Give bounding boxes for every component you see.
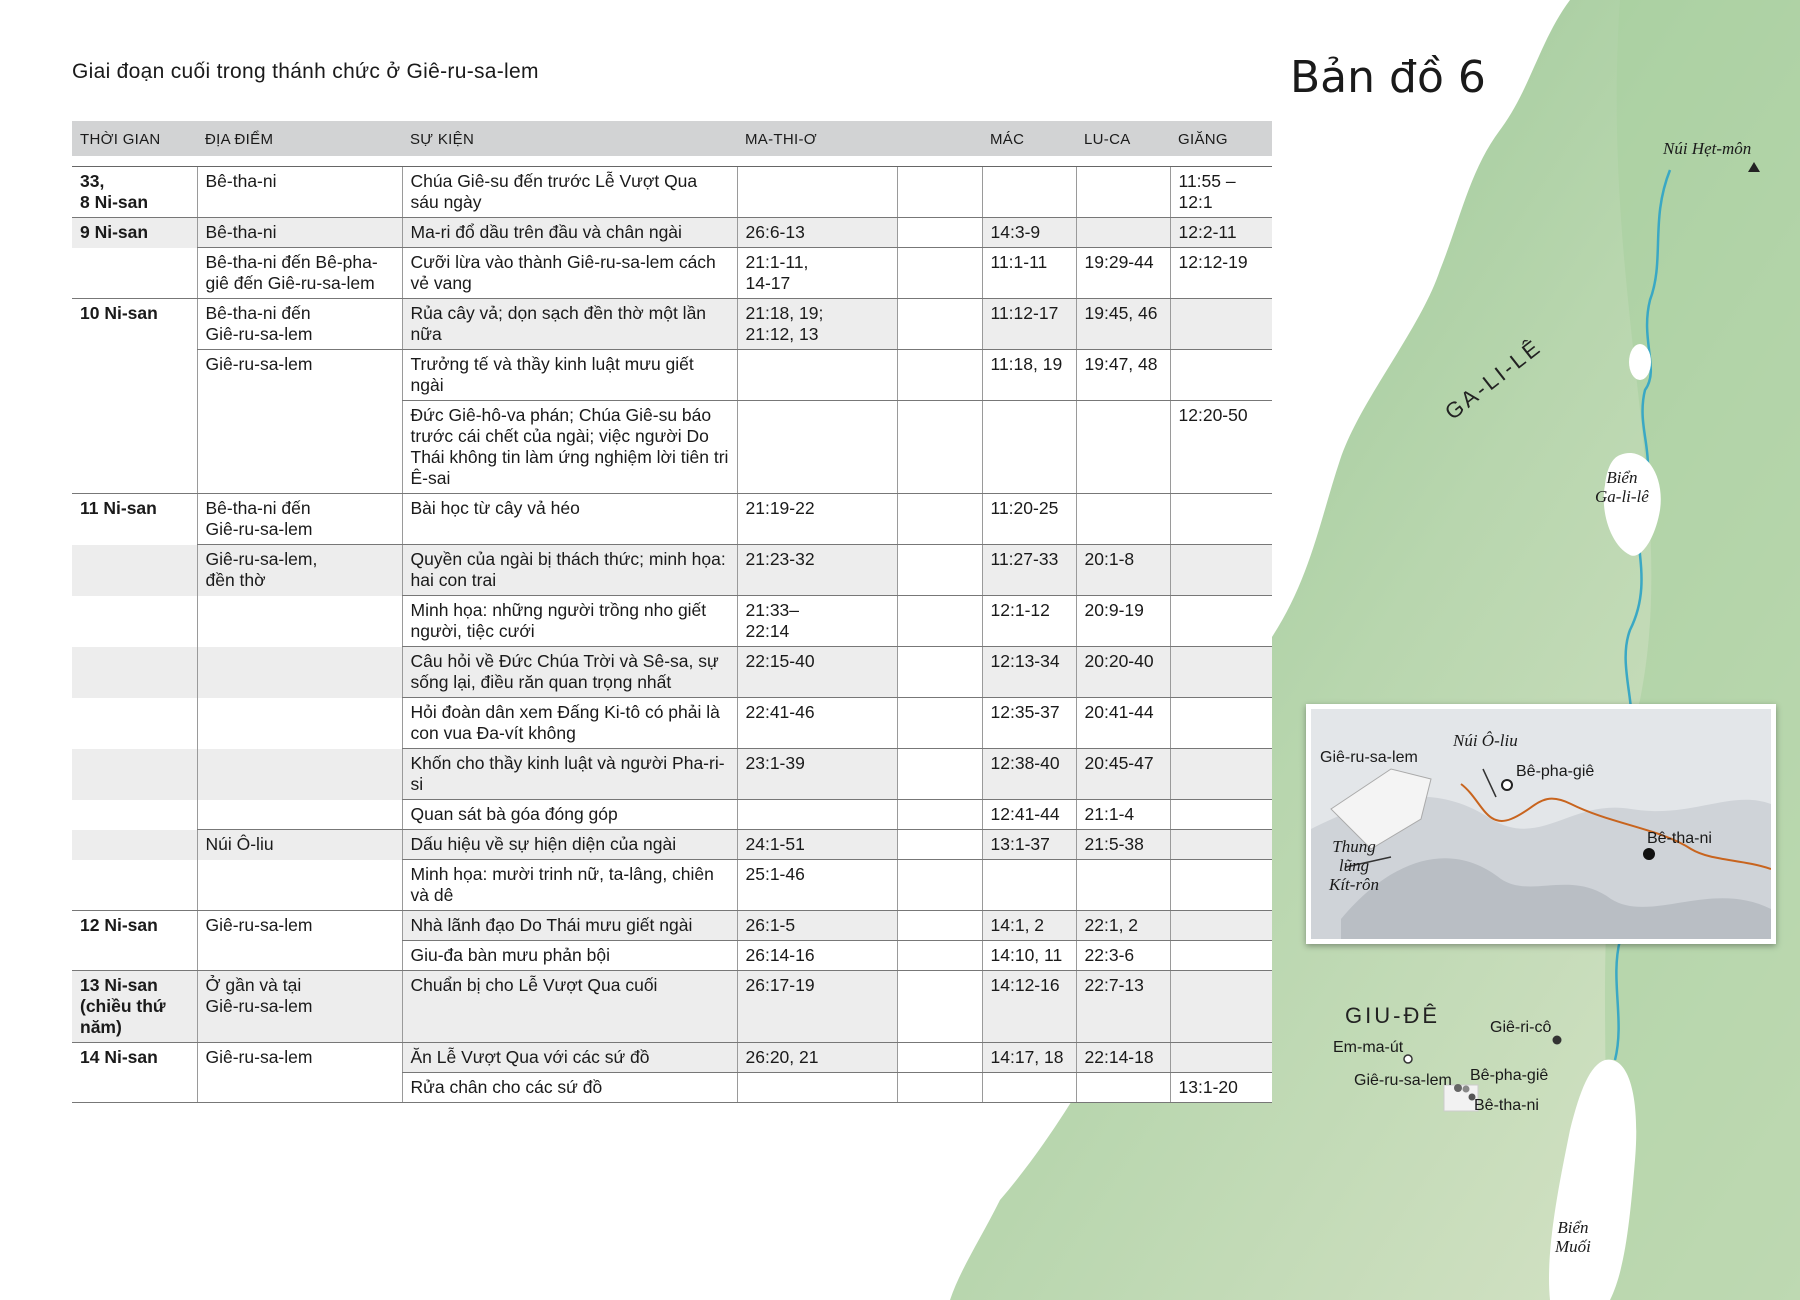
cell-luke	[1076, 167, 1170, 218]
cell-matthew: 21:19-22	[737, 494, 897, 545]
cell-place: Giê-ru-sa-lem	[197, 911, 402, 941]
cell-john	[1170, 545, 1272, 596]
cell-luke: 19:45, 46	[1076, 299, 1170, 350]
header-matthew: MA-THI-Ơ	[737, 121, 982, 156]
cell-mark: 11:12-17	[982, 299, 1076, 350]
cell-matthew-extra	[897, 698, 982, 749]
cell-time: 14 Ni-san	[80, 1047, 158, 1067]
cell-matthew: 22:15-40	[737, 647, 897, 698]
table-row	[72, 401, 1272, 494]
cell-event: Rửa chân cho các sứ đồ	[402, 1073, 737, 1103]
table-row	[72, 596, 1272, 647]
table-row	[72, 248, 1272, 299]
jerusalem-dot	[1454, 1084, 1462, 1092]
table-row	[72, 167, 1272, 218]
cell-mark: 14:12-16	[982, 971, 1076, 1043]
table-row	[72, 911, 1272, 941]
cell-event: Nhà lãnh đạo Do Thái mưu giết ngài	[402, 911, 737, 941]
table-body	[72, 167, 1272, 1103]
table-row	[72, 647, 1272, 698]
cell-matthew: 26:14-16	[737, 941, 897, 971]
inset-map	[1306, 704, 1776, 944]
inset-label-kidron: Thung lũng Kít-rôn	[1329, 837, 1380, 894]
cell-mark: 14:17, 18	[982, 1043, 1076, 1073]
cell-time: 13 Ni-san (chiều thứ năm)	[72, 971, 197, 1043]
cell-matthew-extra	[897, 1043, 982, 1073]
cell-time	[72, 350, 197, 401]
cell-event: Trưởng tế và thầy kinh luật mưu giết ngài	[402, 350, 737, 401]
cell-luke	[1076, 494, 1170, 545]
table-row	[72, 494, 1272, 545]
cell-time	[72, 860, 197, 911]
cell-john	[1170, 800, 1272, 830]
cell-place: Giê-ru-sa-lem	[197, 350, 402, 401]
cell-place: Giê-ru-sa-lem	[197, 1043, 402, 1073]
cell-john: 13:1-20	[1170, 1073, 1272, 1103]
cell-time	[72, 800, 197, 830]
cell-matthew	[737, 350, 897, 401]
cell-place	[197, 941, 402, 971]
cell-john: 12:2-11	[1170, 218, 1272, 248]
header-time: THỜI GIAN	[72, 121, 197, 156]
cell-event: Quyền của ngài bị thách thức; minh họa: hai con trai	[402, 545, 737, 596]
header-luke: LU-CA	[1076, 121, 1170, 156]
cell-place	[197, 749, 402, 800]
cell-mark: 12:41-44	[982, 800, 1076, 830]
cell-matthew: 25:1-46	[737, 860, 897, 911]
cell-matthew-extra	[897, 860, 982, 911]
cell-place	[197, 860, 402, 911]
lake-hula	[1629, 344, 1651, 380]
cell-matthew-extra	[897, 596, 982, 647]
label-hermon: Núi Hẹt-môn	[1663, 139, 1752, 158]
cell-matthew-extra	[897, 1073, 982, 1103]
cell-matthew-extra	[897, 911, 982, 941]
table-row	[72, 698, 1272, 749]
table-row	[72, 830, 1272, 860]
cell-time: 33, 8 Ni-san	[72, 167, 197, 218]
label-bethany: Bê-tha-ni	[1474, 1097, 1539, 1114]
cell-matthew: 23:1-39	[737, 749, 897, 800]
label-emmaus: Em-ma-út	[1333, 1039, 1404, 1056]
cell-john	[1170, 350, 1272, 401]
cell-matthew-extra	[897, 647, 982, 698]
cell-matthew	[737, 1073, 897, 1103]
cell-place: Bê-tha-ni	[197, 218, 402, 248]
label-galilee-region: GA-LI-LÊ	[1440, 333, 1547, 425]
cell-john	[1170, 299, 1272, 350]
header-place: ĐỊA ĐIỂM	[197, 121, 402, 156]
cell-place	[197, 1073, 402, 1103]
jericho-dot	[1553, 1036, 1562, 1045]
inset-terrain	[1311, 709, 1771, 939]
cell-mark: 14:1, 2	[982, 911, 1076, 941]
cell-matthew: 24:1-51	[737, 830, 897, 860]
cell-event: Chúa Giê-su đến trước Lễ Vượt Qua sáu ngày	[402, 167, 737, 218]
table-row	[72, 1043, 1272, 1073]
cell-john	[1170, 860, 1272, 911]
cell-mark: 12:1-12	[982, 596, 1076, 647]
cell-time	[72, 698, 197, 749]
cell-place	[197, 800, 402, 830]
cell-matthew	[737, 167, 897, 218]
cell-luke: 20:45-47	[1076, 749, 1170, 800]
cell-john	[1170, 647, 1272, 698]
cell-mark: 13:1-37	[982, 830, 1076, 860]
cell-time: 12 Ni-san	[80, 915, 158, 935]
cell-matthew-extra	[897, 401, 982, 494]
cell-matthew-extra	[897, 800, 982, 830]
cell-mark: 12:35-37	[982, 698, 1076, 749]
cell-event: Quan sát bà góa đóng góp	[402, 800, 737, 830]
emmaus-dot	[1404, 1055, 1412, 1063]
label-jericho: Giê-ri-cô	[1490, 1019, 1552, 1036]
table-row	[72, 971, 1272, 1043]
cell-john	[1170, 941, 1272, 971]
cell-mark: 12:38-40	[982, 749, 1076, 800]
cell-time: 9 Ni-san	[72, 218, 197, 248]
cell-matthew: 26:20, 21	[737, 1043, 897, 1073]
label-sea-of-galilee: Biển Ga-li-lê	[1595, 468, 1649, 506]
inset-label-bethphage: Bê-pha-giê	[1516, 763, 1595, 780]
cell-luke	[1076, 1073, 1170, 1103]
cell-place	[197, 401, 402, 494]
header-event: SỰ KIỆN	[402, 121, 737, 156]
map-title: Bản đồ 6	[1290, 52, 1486, 103]
table-row	[72, 218, 1272, 248]
table-row	[72, 1073, 1272, 1103]
inset-bethphage-dot	[1502, 780, 1512, 790]
label-bethphage: Bê-pha-giê	[1470, 1067, 1549, 1084]
header-mark: MÁC	[982, 121, 1076, 156]
cell-matthew: 26:1-5	[737, 911, 897, 941]
cell-john	[1170, 698, 1272, 749]
cell-john	[1170, 596, 1272, 647]
cell-event: Dấu hiệu về sự hiện diện của ngài	[402, 830, 737, 860]
cell-event: Minh họa: những người trồng nho giết người, tiệc cưới	[402, 596, 737, 647]
cell-matthew-extra	[897, 299, 982, 350]
cell-event: Rủa cây vả; dọn sạch đền thờ một lần nữa	[402, 299, 737, 350]
cell-event: Ma-ri đổ dầu trên đầu và chân ngài	[402, 218, 737, 248]
cell-time: 10 Ni-san	[80, 303, 158, 323]
cell-john: 12:12-19	[1170, 248, 1272, 299]
cell-matthew: 21:18, 19; 21:12, 13	[737, 299, 897, 350]
cell-place: Bê-tha-ni đến Giê-ru-sa-lem	[197, 494, 402, 545]
cell-event: Khốn cho thầy kinh luật và người Pha-ri-si	[402, 749, 737, 800]
cell-place: Giê-ru-sa-lem, đền thờ	[197, 545, 402, 596]
cell-mark	[982, 401, 1076, 494]
cell-place: Bê-tha-ni đến Giê-ru-sa-lem	[197, 299, 402, 350]
cell-luke	[1076, 860, 1170, 911]
inset-bethany-dot	[1643, 848, 1655, 860]
cell-matthew-extra	[897, 167, 982, 218]
cell-matthew	[737, 401, 897, 494]
cell-mark: 11:20-25	[982, 494, 1076, 545]
cell-matthew-extra	[897, 830, 982, 860]
cell-mark: 12:13-34	[982, 647, 1076, 698]
table-row	[72, 749, 1272, 800]
cell-matthew: 21:23-32	[737, 545, 897, 596]
cell-luke: 22:3-6	[1076, 941, 1170, 971]
cell-event: Minh họa: mười trinh nữ, ta-lâng, chiên và dê	[402, 860, 737, 911]
cell-matthew	[737, 800, 897, 830]
cell-event: Đức Giê-hô-va phán; Chúa Giê-su báo trước cái chết của ngài; việc người Do Thái không tin làm ứng nghiệm lời tiên tri Ê-sai	[402, 401, 737, 494]
cell-luke: 22:7-13	[1076, 971, 1170, 1043]
cell-luke: 19:47, 48	[1076, 350, 1170, 401]
cell-place: Bê-tha-ni đến Bê-pha-giê đến Giê-ru-sa-lem	[197, 248, 402, 299]
chronology-table	[72, 121, 1272, 1103]
cell-john: 11:55 – 12:1	[1170, 167, 1272, 218]
cell-mark: 14:10, 11	[982, 941, 1076, 971]
cell-place: Ở gần và tại Giê-ru-sa-lem	[197, 971, 402, 1043]
cell-time	[72, 545, 197, 596]
cell-event: Cưỡi lừa vào thành Giê-ru-sa-lem cách vẻ vang	[402, 248, 737, 299]
cell-mark	[982, 1073, 1076, 1103]
cell-mark: 14:3-9	[982, 218, 1076, 248]
cell-luke: 22:14-18	[1076, 1043, 1170, 1073]
cell-luke: 22:1, 2	[1076, 911, 1170, 941]
cell-mark: 11:18, 19	[982, 350, 1076, 401]
table-row	[72, 545, 1272, 596]
cell-event: Hỏi đoàn dân xem Đấng Ki-tô có phải là con vua Đa-vít không	[402, 698, 737, 749]
cell-time: 11 Ni-san	[72, 494, 197, 545]
table-row	[72, 350, 1272, 401]
cell-matthew: 26:17-19	[737, 971, 897, 1043]
cell-matthew-extra	[897, 350, 982, 401]
inset-label-bethany: Bê-tha-ni	[1647, 830, 1712, 847]
cell-matthew-extra	[897, 218, 982, 248]
cell-place	[197, 698, 402, 749]
label-dead-sea: Biển Muối	[1555, 1218, 1591, 1256]
cell-place	[197, 647, 402, 698]
cell-time	[72, 749, 197, 800]
cell-matthew: 21:33– 22:14	[737, 596, 897, 647]
cell-john	[1170, 494, 1272, 545]
cell-time	[72, 941, 197, 971]
cell-luke	[1076, 401, 1170, 494]
cell-place: Bê-tha-ni	[197, 167, 402, 218]
cell-matthew: 21:1-11, 14-17	[737, 248, 897, 299]
cell-matthew-extra	[897, 545, 982, 596]
page-title: Giai đoạn cuối trong thánh chức ở Giê-ru-sa-lem	[72, 60, 539, 83]
cell-time	[72, 1073, 197, 1103]
table-row	[72, 941, 1272, 971]
table-row	[72, 299, 1272, 350]
table-row	[72, 800, 1272, 830]
cell-time	[72, 248, 197, 299]
cell-matthew-extra	[897, 971, 982, 1043]
label-jerusalem: Giê-ru-sa-lem	[1354, 1072, 1452, 1089]
cell-matthew-extra	[897, 749, 982, 800]
cell-mark: 11:27-33	[982, 545, 1076, 596]
cell-luke: 19:29-44	[1076, 248, 1170, 299]
cell-john: 12:20-50	[1170, 401, 1272, 494]
cell-time	[72, 647, 197, 698]
cell-matthew-extra	[897, 248, 982, 299]
inset-label-olives: Núi Ô-liu	[1453, 731, 1518, 750]
table-row	[72, 860, 1272, 911]
cell-mark	[982, 860, 1076, 911]
cell-time	[72, 830, 197, 860]
cell-luke: 21:5-38	[1076, 830, 1170, 860]
label-judea-region: GIU-ĐÊ	[1345, 1003, 1440, 1028]
header-john: GIĂNG	[1170, 121, 1272, 156]
cell-matthew-extra	[897, 941, 982, 971]
cell-matthew-extra	[897, 494, 982, 545]
cell-event: Bài học từ cây vả héo	[402, 494, 737, 545]
cell-mark: 11:1-11	[982, 248, 1076, 299]
cell-mark	[982, 167, 1076, 218]
cell-john	[1170, 911, 1272, 941]
cell-luke: 21:1-4	[1076, 800, 1170, 830]
cell-event: Câu hỏi về Đức Chúa Trời và Sê-sa, sự sống lại, điều răn quan trọng nhất	[402, 647, 737, 698]
cell-luke: 20:20-40	[1076, 647, 1170, 698]
cell-place	[197, 596, 402, 647]
inset-label-jerusalem: Giê-ru-sa-lem	[1320, 749, 1418, 766]
cell-place: Núi Ô-liu	[197, 830, 402, 860]
cell-john	[1170, 971, 1272, 1043]
cell-luke	[1076, 218, 1170, 248]
cell-time	[72, 596, 197, 647]
cell-john	[1170, 830, 1272, 860]
cell-time	[72, 401, 197, 494]
bethphage-dot	[1463, 1086, 1470, 1093]
cell-event: Chuẩn bị cho Lễ Vượt Qua cuối	[402, 971, 737, 1043]
cell-matthew: 26:6-13	[737, 218, 897, 248]
cell-luke: 20:1-8	[1076, 545, 1170, 596]
cell-event: Giu-đa bàn mưu phản bội	[402, 941, 737, 971]
cell-matthew: 22:41-46	[737, 698, 897, 749]
cell-luke: 20:41-44	[1076, 698, 1170, 749]
cell-event: Ăn Lễ Vượt Qua với các sứ đồ	[402, 1043, 737, 1073]
cell-luke: 20:9-19	[1076, 596, 1170, 647]
cell-john	[1170, 1043, 1272, 1073]
cell-john	[1170, 749, 1272, 800]
